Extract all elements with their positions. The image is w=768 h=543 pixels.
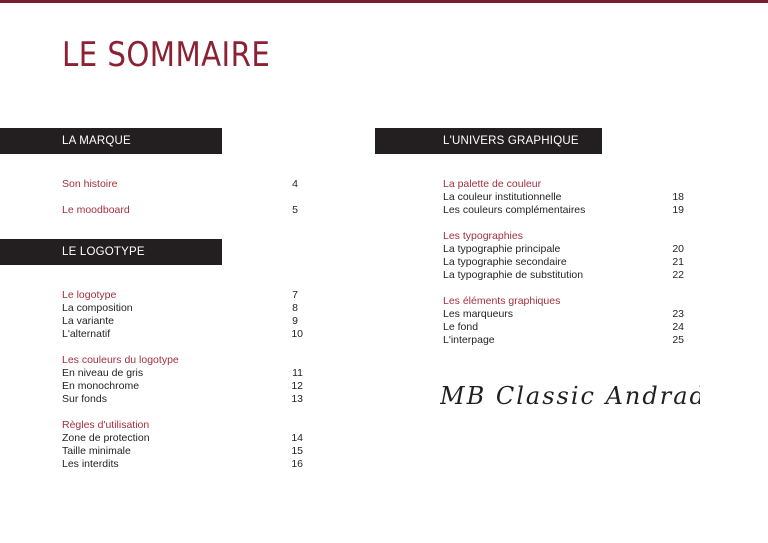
toc-group-title-palette[interactable]: La palette de couleur <box>443 178 542 190</box>
page-number: 11 <box>292 367 303 379</box>
toc-item[interactable]: L'interpage <box>443 334 495 346</box>
toc-item[interactable]: La typographie de substitution <box>443 269 584 281</box>
toc-item[interactable]: Les interdits <box>62 458 119 470</box>
page-number: 15 <box>291 445 303 457</box>
page-number: 16 <box>291 458 303 470</box>
script-signature-graphic <box>440 374 700 418</box>
toc-item[interactable]: La composition <box>62 302 133 314</box>
toc-item[interactable]: L'alternatif <box>62 328 111 340</box>
page-number: 14 <box>291 432 303 444</box>
page-number: 23 <box>672 308 684 320</box>
toc-link-moodboard[interactable]: Le moodboard <box>62 204 130 216</box>
toc-item[interactable]: La couleur institutionnelle <box>443 191 562 203</box>
page-number: 5 <box>292 204 298 216</box>
toc-item[interactable]: Les couleurs complémentaires <box>443 204 586 216</box>
page-number: 4 <box>292 178 298 190</box>
toc-group-title-typographies[interactable]: Les typographies <box>443 230 523 242</box>
page-number: 22 <box>672 269 684 281</box>
section-heading-logotype: LE LOGOTYPE <box>62 246 145 258</box>
page-number: 21 <box>672 256 684 268</box>
toc-item[interactable]: Les marqueurs <box>443 308 514 320</box>
toc-group-title-logotype[interactable]: Le logotype <box>62 289 117 301</box>
toc-item[interactable]: Le fond <box>443 321 479 333</box>
section-bar-marque <box>0 128 222 154</box>
toc-item[interactable]: En niveau de gris <box>62 367 144 379</box>
toc-group-title-couleurs[interactable]: Les couleurs du logotype <box>62 354 179 366</box>
page-number: 19 <box>672 204 684 216</box>
toc-item[interactable]: La variante <box>62 315 114 327</box>
page-number: 10 <box>291 328 303 340</box>
toc-group-title-regles[interactable]: Règles d'utilisation <box>62 419 150 431</box>
section-heading-univers: L'UNIVERS GRAPHIQUE <box>443 135 579 147</box>
page-number: 12 <box>291 380 303 392</box>
top-accent-line <box>0 0 768 3</box>
page-number: 18 <box>672 191 684 203</box>
toc-item[interactable]: Zone de protection <box>62 432 150 444</box>
section-bar-univers <box>375 128 602 154</box>
signature-text: MB Classic Andrade <box>440 382 700 410</box>
script-font-sample <box>440 374 700 418</box>
section-bar-logotype <box>0 239 222 265</box>
toc-item[interactable]: Sur fonds <box>62 393 107 405</box>
page-title: LE SOMMAIRE <box>62 35 271 75</box>
toc-item[interactable]: La typographie principale <box>443 243 561 255</box>
page-number: 13 <box>291 393 303 405</box>
page-number: 8 <box>292 302 298 314</box>
toc-item[interactable]: La typographie secondaire <box>443 256 567 268</box>
page-number: 20 <box>672 243 684 255</box>
section-heading-marque: LA MARQUE <box>62 135 131 147</box>
page-number: 25 <box>672 334 684 346</box>
page-number: 9 <box>292 315 298 327</box>
toc-item[interactable]: En monochrome <box>62 380 140 392</box>
toc-group-title-elements[interactable]: Les éléments graphiques <box>443 295 561 307</box>
page-number: 24 <box>672 321 684 333</box>
toc-link-son-histoire[interactable]: Son histoire <box>62 178 118 190</box>
page-number: 7 <box>292 289 298 301</box>
toc-item[interactable]: Taille minimale <box>62 445 131 457</box>
